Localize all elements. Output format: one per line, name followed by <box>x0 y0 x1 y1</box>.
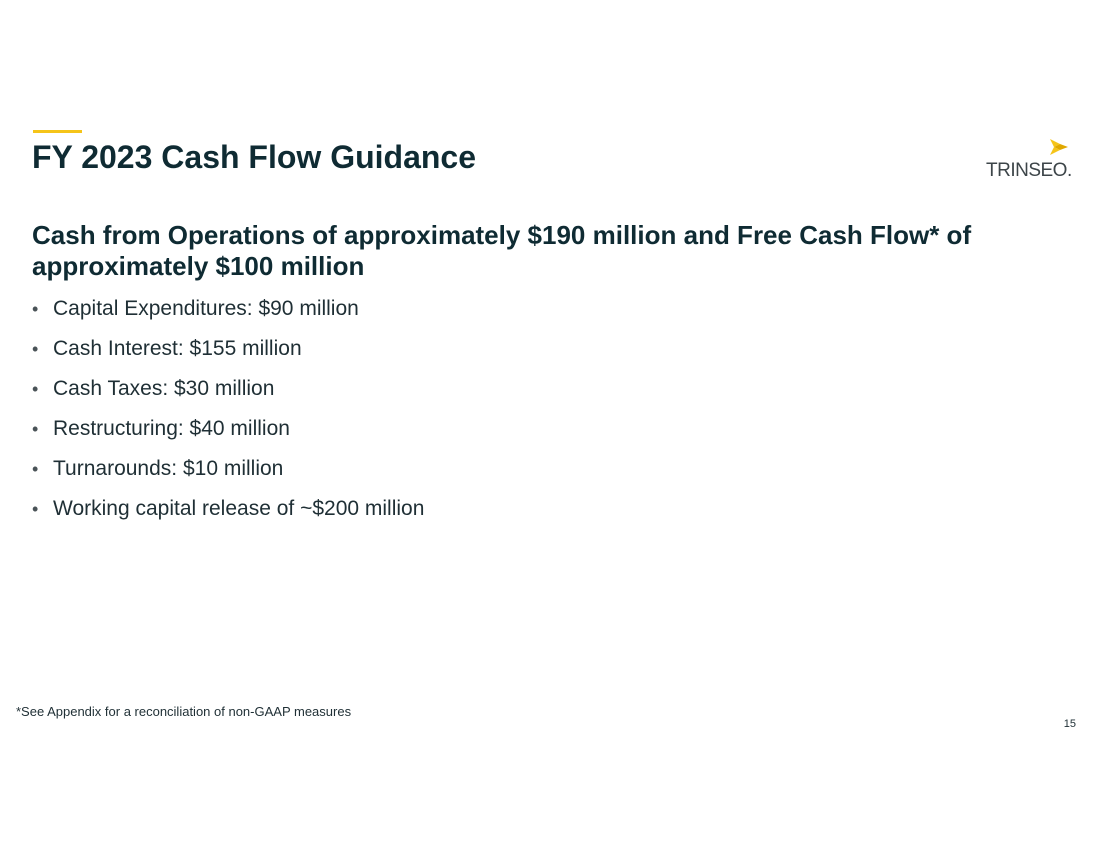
bullet-icon: • <box>32 339 39 359</box>
page-number: 15 <box>1063 718 1076 730</box>
bullet-icon: • <box>32 459 39 479</box>
bullet-item: • Capital Expenditures: $90 million <box>32 295 424 335</box>
bullet-list <box>32 295 424 535</box>
bullet-item: • Working capital release of ~$200 million <box>32 495 424 535</box>
bullet-item: • Restructuring: $40 million <box>32 415 424 455</box>
footnote: *See Appendix for a reconciliation of non-GAAP measures <box>16 704 352 719</box>
page-title: FY 2023 Cash Flow Guidance <box>32 139 476 175</box>
bullet-icon: • <box>32 379 39 399</box>
bullet-item: • Turnarounds: $10 million <box>32 455 424 495</box>
bullet-icon: • <box>32 499 39 519</box>
bullet-icon: • <box>32 419 39 439</box>
logo-wordmark: TRINSEO. <box>986 160 1072 181</box>
bullet-icon: • <box>32 299 39 319</box>
trinseo-logo <box>984 138 1074 182</box>
trinseo-arrow-icon <box>1048 138 1070 156</box>
headline: Cash from Operations of approximately $190 million and Free Cash Flow* of approximately $100 million <box>32 220 972 281</box>
bullet-item: • Cash Interest: $155 million <box>32 335 424 375</box>
title-accent-bar <box>33 130 82 133</box>
bullet-item: • Cash Taxes: $30 million <box>32 375 424 415</box>
